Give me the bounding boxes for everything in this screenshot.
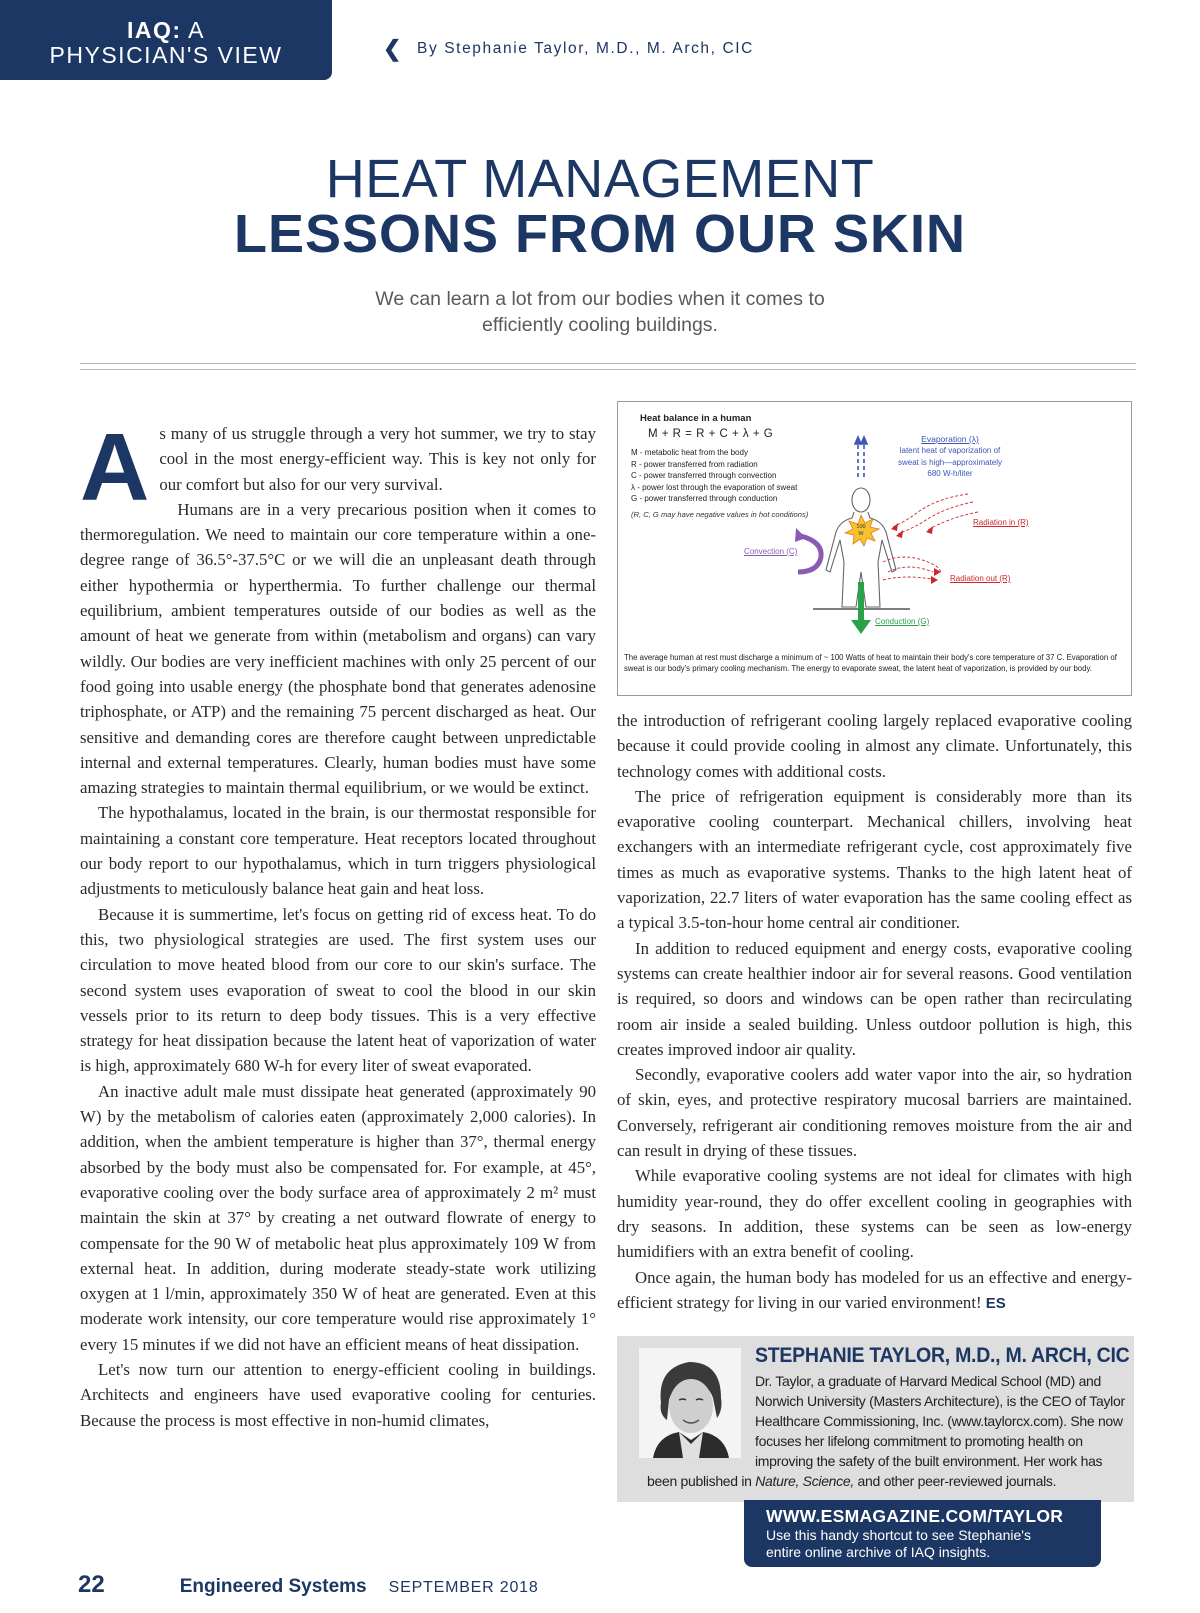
legend-item: M - metabolic heat from the body <box>631 448 748 457</box>
heat-balance-figure <box>617 401 1132 696</box>
paragraph: In addition to reduced equipment and energy costs, evaporative cooling systems can create healthier indoor air for several reasons. Good ventilation is required, so doors and windows can be open rather than recirculating room air inside a sealed building. Unless outdoor pollution is high, this creates improved indoor air quality. <box>617 938 1132 1059</box>
bio-line: improving the safety of the built environment. Her work has <box>755 1453 1103 1469</box>
paragraph: Let's now turn our attention to energy-efficient cooling in buildings. Architects and engineers have used evaporative cooling for centuries. Because the process is most effective in non-humid climates, <box>80 1359 596 1430</box>
author-bio-text <box>647 1371 1125 1491</box>
article-subtitle <box>300 286 900 338</box>
bio-line: Norwich University (Masters Architecture), is the CEO of Taylor <box>755 1393 1125 1409</box>
radiation-in-arrows <box>893 494 978 534</box>
page-footer <box>78 1571 539 1599</box>
author-name: STEPHANIE TAYLOR, M.D., M. ARCH, CIC <box>755 1344 1130 1367</box>
bio-journals: Nature, Science, <box>755 1473 854 1489</box>
article-left-column <box>80 414 596 1433</box>
evaporation-desc: latent heat of vaporization of <box>899 446 1001 456</box>
divider-rule-top <box>80 363 1136 364</box>
bio-line-last <box>647 1471 1107 1491</box>
radiation-in-label: Radiation in (R) <box>973 518 1029 527</box>
legend-item: C - power transferred through convection <box>631 471 777 480</box>
paragraph: An inactive adult male must dissipate heat generated (approximately 90 W) by the metabolism of calories eaten (approximately 2,000 calories). In addition, when the ambient temperature is higher than 37°, thermal energy absorbed by the body must also be compensated for. For example, at 45°, evaporative cooling over the body surface area of approximately 2 m² must maintain the skin at 37° by creating a net outward flowrate of energy to compensate for the 90 W of metabolic heat plus approximately 109 W from external heat. In addition, during moderate steady-state work utilizing oxygen at 1 l/min, approximately 350 W of heat are generated. Even at this moderate work intensity, our core temperature would rise approximately 1° every 15 minutes if we did not have an efficient means of heat dissipation. <box>80 1081 596 1354</box>
section-tab-rest: A <box>188 17 206 43</box>
core-label-2: W <box>858 531 864 537</box>
figure-legend <box>631 447 797 505</box>
page-number: 22 <box>78 1571 105 1598</box>
paragraph: the introduction of refrigerant cooling largely replaced evaporative cooling because it could provide cooling in almost any climate. Unfortunately, this technology comes with additional costs. <box>617 711 1132 781</box>
convection-label: Convection (C) <box>744 547 798 556</box>
archive-link-box[interactable] <box>744 1500 1101 1567</box>
section-tab <box>0 0 332 80</box>
article-title-line2: LESSONS FROM OUR SKIN <box>233 204 967 264</box>
paragraph: Humans are in a very precarious position when it comes to thermoregulation. We need to maintain our core temperature within a one-degree range of 36.5°-37.5°C or we will die an unpleasant death through either hypothermia or hyperthermia. To further challenge our thermal equilibrium, ambient temperatures outside of our bodies as well as the amount of heat we generate from within (metabolism and organs) can vary wildly. Our bodies are very inefficient machines with only 25 percent of our food going into usable energy (the phosphate bond that generates adenosine triphosphate, or ATP) and the remaining 75 percent discharged as heat. Our sensitive and demanding cores are therefore caught between unpredictable internal and external temperatures. Clearly, human bodies must have some amazing strategies to maintain thermal equilibrium, or we would be extinct. <box>80 499 596 798</box>
archive-desc-line1: Use this handy shortcut to see Stephanie's <box>766 1527 1031 1543</box>
chevron-left-icon: ❮ <box>383 36 404 61</box>
figure-caption: The average human at rest must discharge a minimum of ~ 100 Watts of heat to maintain their body's core temperature of 37 C. Evaporation of sweat is our body's primary cooling mechanism. The energy to evaporate sweat, the latent heat of vaporization, is provided by our body. <box>624 653 1117 674</box>
article-title-line1: HEAT MANAGEMENT <box>325 149 875 209</box>
paragraph: While evaporative cooling systems are not ideal for climates with high humidity year-round, they do offer excellent cooling in geographies with dry seasons. In addition, these systems can be seen as low-energy humidifiers with an extra benefit of cooling. <box>617 1166 1132 1262</box>
paragraph: The hypothalamus, located in the brain, is our thermostat responsible for maintaining a constant core temperature. Heat receptors located throughout our body report to our hypothalamus, which in turn triggers physiological adjustments to meticulously balance heat gain and heat loss. <box>80 803 596 899</box>
paragraph: Secondly, evaporative coolers add water vapor into the air, so hydration of skin, eyes, and protective respiratory mucosal barriers are maintained. Conversely, refrigerant air conditioning removes moisture from the air and can result in drying of these tissues. <box>617 1065 1132 1161</box>
paragraph: The price of refrigeration equipment is considerably more than its evaporative cooling counterpart. Mechanical chillers, involving heat exchangers with an intermediate refrigerant cycle, cost approximately five times as much as evaporative systems. Thanks to the high latent heat of vaporization, 22.7 liters of water evaporation has the same cooling effect as a typical 3.5-ton-hour home central air conditioner. <box>617 786 1132 933</box>
archive-url-link[interactable]: WWW.ESMAGAZINE.COM/TAYLOR <box>766 1506 1064 1526</box>
divider-rule-bottom <box>80 369 1136 370</box>
drop-cap: A <box>80 414 150 521</box>
section-tab-bold: IAQ: <box>126 17 182 43</box>
evaporation-arrows <box>855 437 867 477</box>
paragraph-text: Once again, the human body has modeled for us an effective and energy-efficient strategy for living in our varied environment! <box>617 1267 1132 1312</box>
end-mark: ES <box>985 1294 1006 1312</box>
bio-last-prefix: been published in <box>647 1473 756 1489</box>
figure-title: Heat balance in a human <box>640 413 752 424</box>
evaporation-label: Evaporation (λ) <box>921 434 979 444</box>
subtitle-line2: efficiently cooling buildings. <box>482 314 718 336</box>
radiation-in-arrowheads <box>891 523 933 538</box>
evaporation-desc: sweat is high—approximately <box>897 457 1003 467</box>
bio-line: Dr. Taylor, a graduate of Harvard Medical School (MD) and <box>755 1373 1102 1389</box>
article-right-column <box>617 708 1132 1316</box>
byline-text: By Stephanie Taylor, M.D., M. Arch, CIC <box>417 40 754 57</box>
legend-item: G - power transferred through conduction <box>631 494 778 503</box>
paragraph: s many of us struggle through a very hot summer, we try to stay cool in the most energy-efficient way. This is key not only for our comfort but also for our very survival. <box>159 424 596 494</box>
section-tab-line2: PHYSICIAN'S VIEW <box>49 42 283 68</box>
bio-last-suffix: and other peer-reviewed journals. <box>853 1473 1057 1489</box>
conduction-label: Conduction (G) <box>875 617 930 626</box>
issue-date: SEPTEMBER 2018 <box>388 1579 539 1596</box>
bio-line: focuses her lifelong commitment to promoting health on <box>755 1433 1083 1449</box>
author-bio <box>617 1336 1134 1502</box>
evaporation-desc: 680 W-h/liter <box>927 468 973 478</box>
figure-equation: M + R = R + C + λ + G <box>648 428 774 440</box>
conduction-arrow <box>851 582 871 634</box>
radiation-out-arrowheads <box>931 568 941 584</box>
subtitle-line1: We can learn a lot from our bodies when it comes to <box>375 288 825 310</box>
paragraph: Because it is summertime, let's focus on getting rid of excess heat. To do this, two physiological strategies are used. The first system uses our circulation to move heated blood from our core to our skin's surface. The second system uses evaporation of sweat to cool the blood in our skin vessels prior to its return to deep body tissues. This is a very effective strategy for heat dissipation because the latent heat of vaporization of water is high, approximately 680 W-h for every liter of sweat evaporated. <box>80 904 596 1076</box>
legend-item: λ - power lost through the evaporation of sweat <box>631 482 798 492</box>
bio-line: Healthcare Commissioning, Inc. (www.taylorcx.com). She now <box>755 1413 1123 1429</box>
figure-note: (R, C, G may have negative values in hot conditions) <box>631 510 809 519</box>
byline <box>383 36 754 61</box>
convection-arrow <box>795 528 821 572</box>
paragraph <box>617 1265 1132 1317</box>
archive-desc-line2: entire online archive of IAQ insights. <box>766 1544 991 1560</box>
legend-item: R - power transferred from radiation <box>631 459 758 469</box>
radiation-out-label: Radiation out (R) <box>950 574 1011 583</box>
evaporation-label-block <box>880 434 1020 479</box>
core-label-1: 100 <box>856 524 866 530</box>
magazine-name: Engineered Systems <box>179 1576 367 1597</box>
